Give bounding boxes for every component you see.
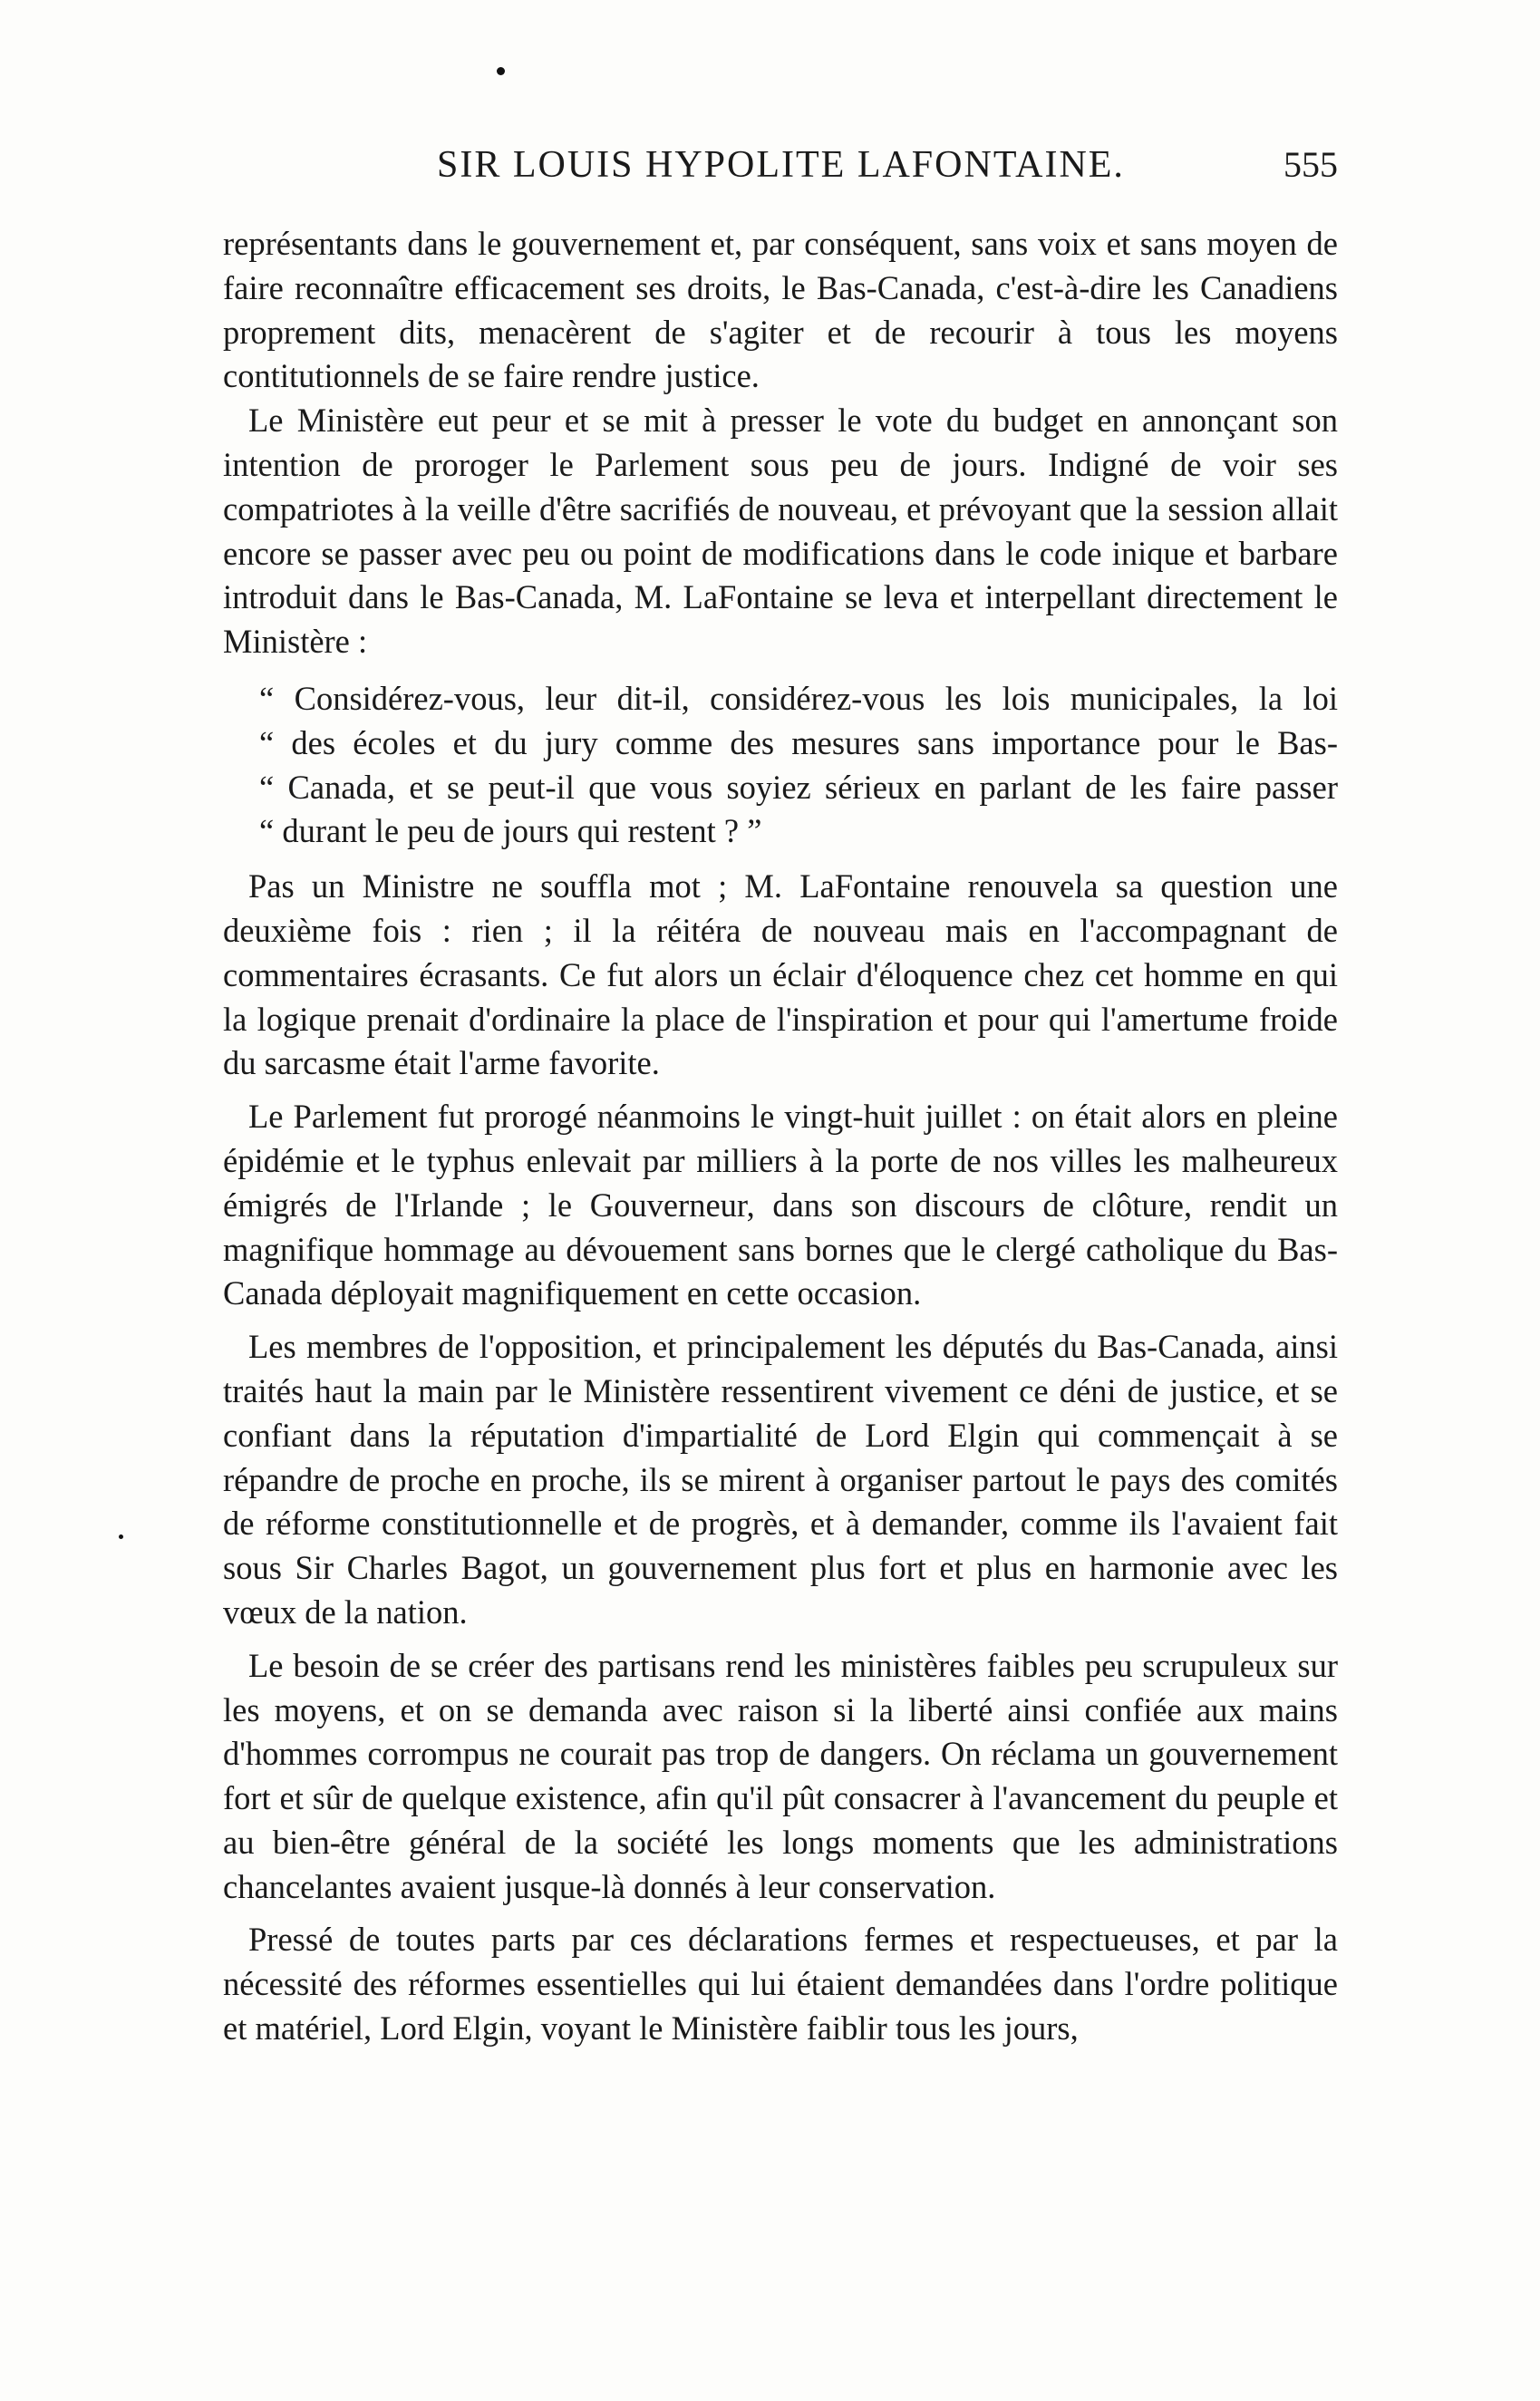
quote-line: “ Canada, et se peut-il que vous soyiez sérieux en parlant de les faire passer [259, 768, 1338, 806]
quote-line: “ des écoles et du jury comme des mesures sans importance pour le Bas- [259, 723, 1338, 761]
paragraph: Le besoin de se créer des partisans rend les ministères faibles peu scrupuleux sur les moyens, et on se demanda avec raison si la liberté ainsi confiée aux mains d'hommes corrompus ne courait pas trop de dangers. On réclama un gouvernement fort et sûr de quelque existence, afin qu'il pût consacrer à l'avancement du peuple et au bien-être général de la société les longs moments que les administrations chancelantes avaient jusque-là donnés à leur conservation. [223, 1646, 1338, 1905]
paragraph: Les membres de l'opposition, et principalement les députés du Bas-Canada, ainsi traités haut la main par le Ministère ressentirent vivement ce déni de justice, et se confiant dans la réputation d'impartialité de Lord Elgin qui commençait à se répandre de proche en proche, ils se mirent à organiser partout le pays des comités de réforme constitutionnelle et de progrès, et à demander, comme ils l'avaient fait sous Sir Charles Bagot, un gouvernement plus fort et plus en harmonie avec les vœux de la nation. [223, 1328, 1338, 1631]
paragraph: Pressé de toutes parts par ces déclarations fermes et respectueuses, et par la nécessité des réformes essentielles qui lui étaient demandées dans l'ordre politique et matériel, Lord Elgin, voyant le Ministère faiblir tous les jours, [223, 1921, 1338, 2048]
paragraph: Pas un Ministre ne souffla mot ; M. LaFontaine renouvela sa question une deuxième fois : rien ; il la réitéra de nouveau mais en l'accompagnant de commentaires écrasants. Ce fut alors un éclair d'éloquence chez cet homme en qui la logique prenait d'ordinaire la place de l'inspiration et pour qui l'amertume froide du sarcasme était l'arme favorite. [223, 867, 1338, 1082]
quote-line: “ durant le peu de jours qui restent ? ” [259, 812, 762, 850]
paragraph: représentants dans le gouvernement et, par conséquent, sans voix et sans moyen de faire reconnaître efficacement ses droits, le Bas-Canada, c'est-à-dire les Canadiens proprement dits, menacèrent de s'agiter et de recourir à tous les moyens contitutionnels de se faire rendre justice. [223, 225, 1338, 395]
paragraph: Le Ministère eut peur et se mit à presser le vote du budget en annonçant son intention de proroger le Parlement sous peu de jours. Indigné de voir ses compatriotes à la veille d'être sacrifiés de nouveau, et prévoyant que la session allait encore se passer avec peu ou point de modifications dans le code inique et barbare introduit dans le Bas-Canada, M. LaFontaine se leva et interpellant directement le Ministère : [223, 402, 1338, 661]
quote-line: “ Considérez-vous, leur dit-il, considérez-vous les lois municipales, la loi [259, 679, 1338, 717]
ink-speck [119, 1535, 123, 1539]
block-quote [223, 677, 1338, 854]
running-title: SIR LOUIS HYPOLITE LAFONTAINE. [437, 144, 1125, 186]
body-text [223, 222, 1338, 2051]
running-header [223, 143, 1338, 198]
page-number: 555 [1283, 144, 1338, 185]
paragraph: Le Parlement fut prorogé néanmoins le vingt-huit juillet : on était alors en pleine épidémie et le typhus enlevait par milliers à la porte de nos villes les malheureux émigrés de l'Irlande ; le Gouverneur, dans son discours de clôture, rendit un magnifique hommage au dévouement sans bornes que le clergé catholique du Bas-Canada déployait magnifiquement en cette occasion. [223, 1098, 1338, 1312]
ink-speck [497, 67, 505, 75]
